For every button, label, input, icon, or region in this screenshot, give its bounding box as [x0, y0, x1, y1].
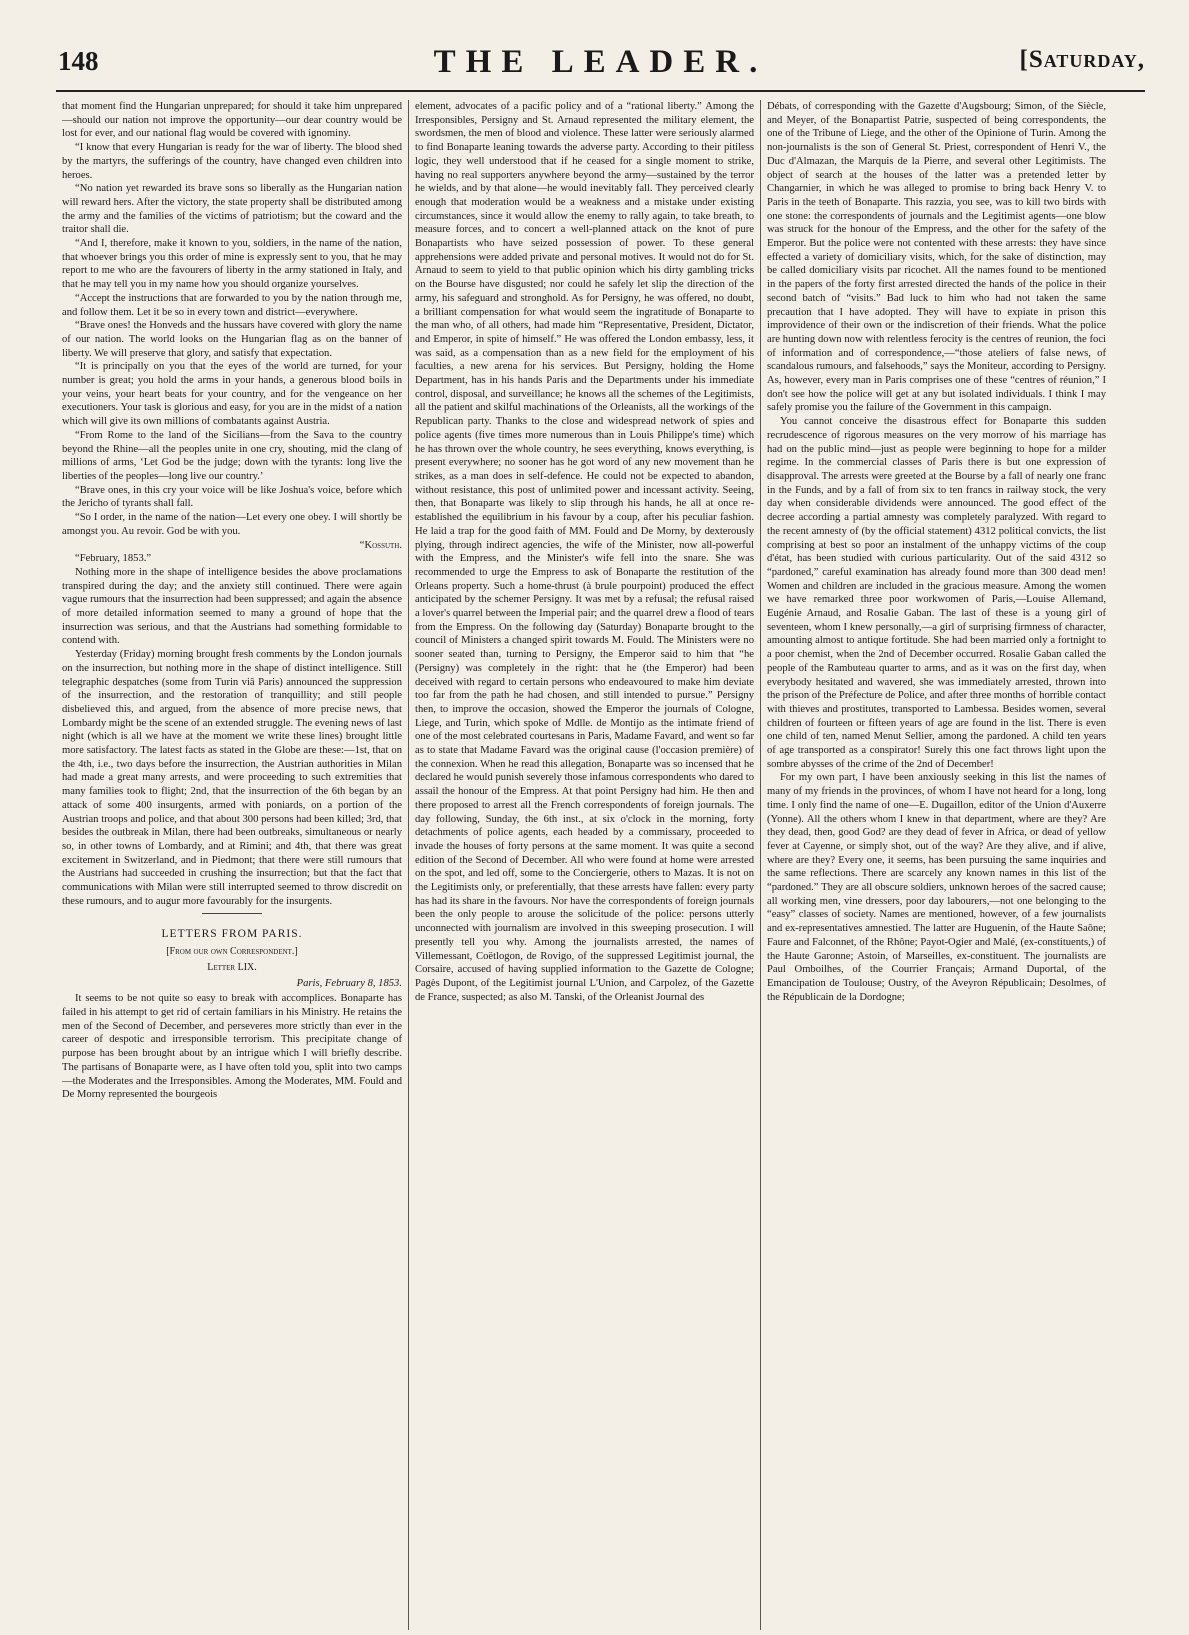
masthead — [56, 44, 1145, 92]
paragraph: that moment find the Hungarian unprepared; for should it take him unprepared—should our nation not improve the opportunity—our dear country would be lost for ever, and our national flag would be covered with ignominy. — [62, 101, 402, 140]
paragraph: “I know that every Hungarian is ready for the war of liberty. The blood shed by the martyrs, the sufferings of the country, have changed even children into heroes. — [62, 142, 402, 181]
column-1 — [56, 100, 408, 1630]
paragraph: element, advocates of a pacific policy and of a “rational liberty.” Among the Irresponsibles, Persigny and St. Arnaud represented the military element, the swordsmen, the men of blood and violence. These latter were seriously alarmed to find Bonaparte leaning towards the adverse party. According to their pitiless logic, they well understood that if he ceased for a single moment to strike, having no real supporters anywhere beyond the army—sustained by the terror he wields, and by that alone—he would inevitably fall. They perceived clearly enough that moderation would be a weakness and a mistake under existing circumstances, since it would allow the enemy to rally again, to take breath, to measure forces, and to concert a well-planned attack on the knot of pure Bonapartists who have seized possession of power. To these general apprehensions were added private and personal motives. It would not do for St. Arnaud to seem to yield to that public opinion which his dirty gambling tricks on the Bourse have disgusted; nor could he safely let slip the direction of the army, his safeguard and stronghold. As for Persigny, he was offered, no doubt, a brilliant compensation for what would seem the ingratitude of Bonaparte to the man who, of all others, had made him “Representative, President, Dictator, and Emperor, in spite of himself.” He was offered the London embassy, less, it was said, as a compensation than as a new field for the employment of his faculties, a new arena for his services. But Persigny, holding the Home Department, has in his hands Paris and the Departments under his immediate control, disposal, and surveillance; he knows all the schemes of the Legitimists, all the patient and skilful machinations of the Orleanists, all the workings of the Republican party. Thanks to the close and widespread network of spies and police agents (five times more numerous than in Louis Philippe's time) which he has thrown over the whole country, he sees everything, knows everything, is present everywhere; no sooner has he got word of any new movement than he strikes, as a man does in self-defence. He could not be expected to abandon, without resistance, this post of unlimited power and incessant activity. Seeing, then, that Bonaparte was likely to slip through his hands, he all at once re-established the equilibrium in his favour by a coup, after his peculiar fashion. He laid a trap for the good faith of MM. Fould and De Morny, by dexterously plying, through indirect agencies, the wife of the Minister, now all-powerful with the Empress, and the Minister's wife fell into the snare. She was recommended to urge the Empress to ask of Bonaparte the restitution of the Orleans property. Such a home-thrust (à brule pourpoint) produced the effect anticipated by the schemer Persigny. It was met by a refusal; the refusal raised a lover's quarrel between the Imperial pair; and the quarrel drew a flood of tears from the Empress. On the following day (Saturday) Bonaparte brought to the council of Ministers a changed spirit towards M. Fould. The Ministers were no sooner seated than, turning to Persigny, the Emperor said to him that “he (Persigny) was completely in the right: that he (the Emperor) had been deceived with regard to certain persons who endeavoured to make him deviate too far from the path he had chosen, and still intended to pursue.” Persigny then, to improve the occasion, showed the Emperor the journals of Cologne, Liege, and Turin, which spoke of Mdlle. de Montijo as the intimate friend of one of the most celebrated courtesans in Paris, Madame Favard, and went so far as to state that Madame Favard was the original cause (l'occasion première) of the connexion. When he read this allegation, Bonaparte was so incensed that he declared he would punish severely those infamous correspondents who dared to assail the honour of the Empress. At that point Persigny had him. He then and there proposed to arrest all the French correspondents of foreign journals. The day following, Sunday, the 6th inst., at six o'clock in the morning, forty detachments of police agents, each headed by a commissary, proceeded to invade the houses of forty persons at the same moment. It was quite a second edition of the Second of December. All who were found at home were arrested on the spot, and led off, some to the Conciergerie, others to Mazas. It is not on the Legitimists only, or preferentially, that these arrests have fallen: every party has had its share in the favours. Nor have the correspondents of foreign journals been the only people to arouse the solicitude of the police: persons utterly unconnected with journalism are involved in this sweeping prosecution. I will presently tell you why. Among the journalists arrested, the names of Villemessant, Coëtlogon, de Rovigo, of the suppressed Legitimist journal, the Corsaire, accused of having supplied information to the Gazette de Cologne; Pagès Dupont, of the Legitimist journal L'Union, and Carpolez, of the Gazette de France, suspected; as also M. Tanski, of the Orleanist Journal des — [415, 101, 754, 1003]
newspaper-title: THE LEADER. — [433, 44, 768, 80]
issue-day: [Saturday, — [1019, 46, 1145, 73]
proclamation-date: “February, 1853.” — [75, 553, 152, 565]
dateline: Paris, February 8, 1853. — [296, 977, 402, 989]
letter-number: Letter LIX. — [207, 961, 257, 973]
section-divider — [202, 913, 262, 914]
paragraph: “Brave ones! the Honveds and the hussars have covered with glory the name of our nation. The world looks on the Hungarian flag as on the banner of liberty. We will preserve that glory, and satisfy that expectation. — [62, 320, 402, 359]
paragraph: “From Rome to the land of the Sicilians—from the Sava to the country beyond the Rhine—all the peoples unite in one cry, shouting, mid the clang of millions of arms, ‘Let God be the judge; down with the tyrants: long live the liberties of the peoples—long live our country.’ — [62, 429, 402, 482]
paragraph: Débats, of corresponding with the Gazette d'Augsbourg; Simon, of the Siècle, and Meyer, of the Bonapartist Patrie, suspected of being correspondents, the one of the Tribune of Liege, and the other of the Opinione of Turin. Among the non-journalists is the son of General St. Priest, correspondent of Henri V., the Duc d'Almazan, the Marquis de la Pierre, and several other Legitimists. The object of search at the houses of the latter was a pretended letter by Changarnier, in which he was alleged to promise to bring back Henry V. to Paris in the teeth of Bonaparte. This razzia, you see, was to kill two birds with one stone: the correspondents of journals and the Legitimist agents—one blow was struck for the honour of the Empress, and the other for the safety of the Emperor. But the police were not contented with these arrests: they have since effected a variety of domiciliary visits, which, for the sake of distinction, may be called domiciliary visits par ricochet. All the names found to be mentioned in the papers of the forty first arrested directed the hands of the police in their second batch of “visits.” Bad luck to him who had not taken the same precaution that I have adopted. They will have to expiate in prison this improvidence of their own or the indiscretion of their friends. What the police are hunting down now with relentless ferocity is the centres of reunion, the foci of information and of correspondence,—“those ateliers of false news, of scandalous rumours, and falsehoods,” says the Moniteur, according to Persigny. As, however, every man in Paris comprises one of these “centres of réunion,” I don't see how the police will get at any but isolated individuals. I think I may safely promise you the failure of the Government in this campaign. — [767, 101, 1106, 414]
section-heading: LETTERS FROM PARIS. — [161, 928, 303, 941]
paragraph: “It is principally on you that the eyes of the world are turned, for your number is great; you hold the arms in your hands, a generous blood boils in your veins, your heart beats for your country, and for the vengeance on her executioners. Your task is glorious and easy, for you are in the midst of a nation which will give its own millions of combatants against Austria. — [62, 361, 402, 428]
paragraph: It seems to be not quite so easy to break with accomplices. Bonaparte has failed in his attempt to get rid of certain familiars in his Ministry. He retains the men of the Second of December, and perseveres more strictly than ever in the career of despotic and irresponsible terrorism. This precipitate change of purpose has been brought about by an intrigue which I will briefly describe. The partisans of Bonaparte were, as I have often told you, split into two camps—the Moderates and the Irresponsibles. Among the Moderates, MM. Fould and De Morny represented the bourgeois — [62, 993, 402, 1101]
paragraph: Yesterday (Friday) morning brought fresh comments by the London journals on the insurrection, but nothing more in the shape of distinct intelligence. Still telegraphic despatches (some from Turin viâ Paris) announced the suppression of the insurrection, and the restoration of tranquillity; and still people disbelieved this, and argued, from the absence of more precise news, that Lombardy might be the scene of an extended struggle. The evening news of last night (which is all we have at the moment we write these lines) brought little more satisfactory. The latest facts as stated in the Globe are these:—1st, that on the 4th, i.e., two days before the insurrection, the Austrian authorities in Milan had made a great many arrests, and were proceeding to such extremities that many families took to flight; 2nd, that the insurrection of the 6th began by an attack of some 400 insurgents, armed with poniards, on a portion of the Austrian troops and police, and that about 300 persons had been killed; 3rd, that besides the outbreak in Milan, there had been outbreaks, simultaneous or nearly so, in other towns of Lombardy, and at Rimini; and 4th, that there was great excitement in Switzerland, and in Piedmont; that there were still rumours that the Austrians had succeeded in crushing the insurrection; but that the fact that communications with Milan were still interrupted seemed to throw discredit on these rumours, and to augur more favourably for the insurgents. — [62, 649, 402, 907]
section-subheading: [From our own Correspondent.] — [166, 946, 298, 958]
paragraph: “Accept the instructions that are forwarded to you by the nation through me, and follow them. Let it be so in every town and district—everywhere. — [62, 292, 402, 318]
paragraph: “No nation yet rewarded its brave sons so liberally as the Hungarian nation will reward hers. After the victory, the state property shall be distributed among the army and the families of the victims of patriotism; but the coward and the traitor shall die. — [62, 183, 402, 236]
column-2 — [408, 100, 760, 1630]
paragraph: “Brave ones, in this cry your voice will be like Joshua's voice, before which the Jericho of tyrants shall fall. — [62, 484, 402, 510]
paragraph: “And I, therefore, make it known to you, soldiers, in the name of the nation, that whoever brings you this order of mine is expressly sent to you, that he may report to me who are the favourers of liberty in the army stationed in Italy, and that he may tell you in my name how you should organize yourselves. — [62, 238, 402, 291]
page-number: 148 — [58, 46, 99, 76]
paragraph: Nothing more in the shape of intelligence besides the above proclamations transpired during the day; and the anxiety still continued. There were again vague rumours that the insurrection had been suppressed; and again the absence of more detailed information seemed to many a ground of hope that the insurrection was serious, and that the Austrians had something formidable to contend with. — [62, 566, 402, 647]
paragraph: You cannot conceive the disastrous effect for Bonaparte this sudden recrudescence of rigorous measures on the very morrow of his marriage has had on the public mind—just as people were beginning to hope for a milder regime. In the commercial classes of Paris there is but one expression of disapproval. The arrests were greeted at the Bourse by a fall of nearly one franc in the Funds, and by a fall of from six to ten francs in railway stock, the very day when considerable dividends were announced. The good effect of the decree according a partial amnesty was completely paralyzed. With regard to the recent amnesty of (by the official statement) 4312 political convicts, the list comprising at best so poor an instalment of the unhappy victims of the coup d'état, has been studied with curious particularity. Out of the said 4312 so “pardoned,” careful examination has already found more than 300 dead men! Women and children are included in the gracious measure. Among the women we have remarked three poor workwomen of Paris,—Louise Allemand, Eugénie Arnaud, and Rosalie Gaban. The last of these is a young girl of seventeen, whom I knew personally,—a girl of surprising firmness of character, amounting almost to antique fortitude. She had been married only a fortnight to a poor chemist, when the 2nd of December occurred. Rosalie Gaban called the people of the Rambuteau quarter to arms, and as it was on the first day, when everybody hesitated and wavered, she was immediately arrested, thrown into the prison of the Préfecture de Police, and after three months of horrible contact with thieves and prostitutes, transported to Lambessa. Besides women, several children of fourteen or fifteen years of age are found in the list. There is even one child of ten, named Menut Sellier, among the pardoned. A child ten years of age transported as a conspirator! Surely this one fact throws light upon the sombre abysses of the crime of the 2nd of December! — [767, 416, 1106, 770]
signature: “Kossuth. — [359, 539, 402, 551]
paragraph: For my own part, I have been anxiously seeking in this list the names of many of my friends in the provinces, of whom I have not heard for a long, long time. I only find the name of one—E. Dugaillon, editor of the Union d'Auxerre (Yonne). All the others whom I knew in that department, where are they? Are they dead, then, good God? are they dead of fever in Africa, or dead of yellow fever at Cayenne, or simply shot, out of the way? Are they alive, and if alive, where are they? Every one, it seems, has been pursuing the same inquiries and the same reflections. There are scarcely any known names in this list of the “pardoned.” They are all obscure soldiers, unknown heroes of the sacred cause; all working men, vine dressers, poor day labourers,—not one belonging to the “easy” classes of society. Names are mentioned, however, of a few journalists and ex-representatives amnestied. The latter are Huguenin, of the Haute Saône; Faure and Falconnet, of the Rhône; Payot-Ogier and Malé, (ex-constituents,) of the Haute Garonne; Astoin, of Marseilles, ex-constituent. The journalists are Paul Omboilhes, of the Courrier Français; Armand Duportal, of the Emancipation de Toulouse; Oustry, of the Aveyron Républicain; Desolmes, of the Républicain de la Dordogne; — [767, 772, 1106, 1003]
columns — [56, 100, 1145, 1630]
column-3 — [760, 100, 1112, 1630]
paragraph: “So I order, in the name of the nation—Let every one obey. I will shortly be amongst you. Au revoir. God be with you. — [62, 512, 402, 537]
